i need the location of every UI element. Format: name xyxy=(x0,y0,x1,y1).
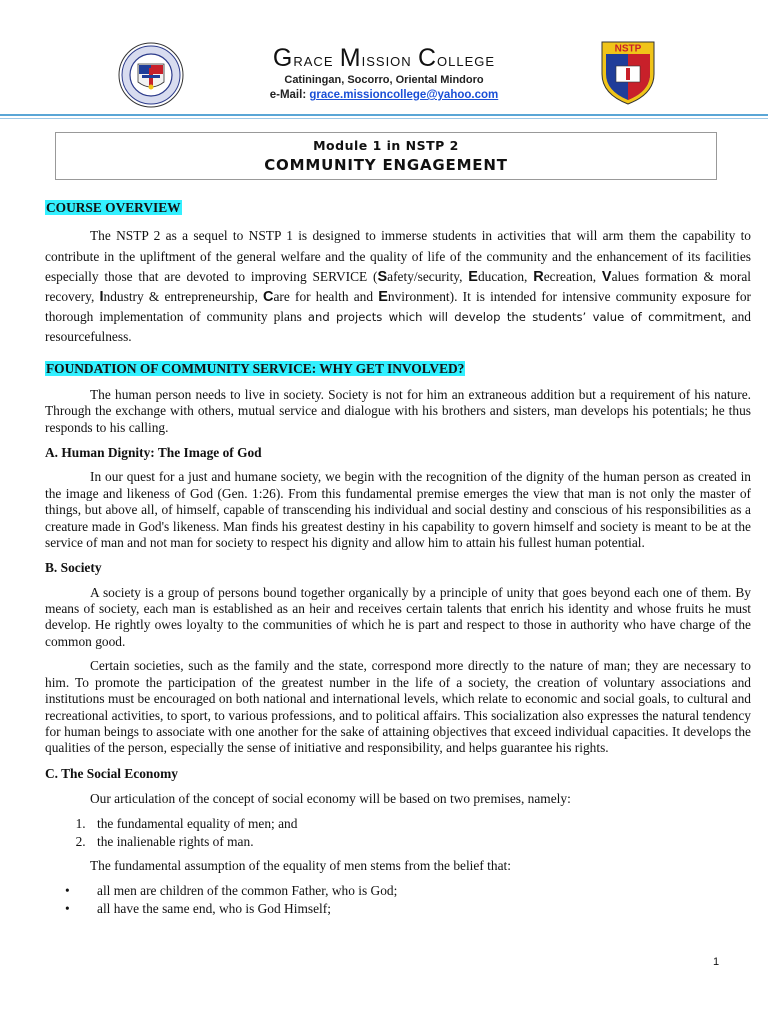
module-title: Module 1 in NSTP 2 xyxy=(313,138,459,153)
beliefs-list xyxy=(45,882,751,917)
page-number: 1 xyxy=(713,956,720,968)
header-rule-secondary xyxy=(0,118,768,119)
college-name: Grace Mission College xyxy=(272,44,496,72)
foundation-heading: FOUNDATION OF COMMUNITY SERVICE: WHY GET INVOLVED? xyxy=(46,360,465,376)
document-body xyxy=(45,199,751,917)
list-item: • all men are children of the common Father, who is God; xyxy=(89,882,751,899)
college-address: Catiningan, Socorro, Oriental Mindoro xyxy=(284,74,484,86)
header-rule-primary xyxy=(0,114,768,116)
module-title-box xyxy=(55,132,717,180)
section-c-heading: C. The Social Economy xyxy=(45,765,178,781)
course-overview-heading: COURSE OVERVIEW xyxy=(46,200,181,215)
section-a-heading: A. Human Dignity: The Image of God xyxy=(45,445,262,461)
foundation-paragraph: The human person needs to live in society. Society is not for him an extraneous addition but a requirement of his nature. Through the exchange with others, mutual service and dialogue with his brothers and sisters, man develops his potentials; he thus responds to his calling. xyxy=(45,386,751,435)
section-b-paragraph-1: A society is a group of persons bound together organically by a principle of unity that goes beyond each one of them. By means of society, each man is established as an heir and receives certain talents that enrich his identity and whose fruits he must develop. He rightly owes loyalty to the communities of which he is part and respect to those in authority who have charge of the common good. xyxy=(45,584,751,649)
premises-list xyxy=(45,815,751,850)
email-link[interactable]: grace.missioncollege@yahoo.com xyxy=(309,89,499,101)
list-item: • all have the same end, who is God Himself; xyxy=(89,900,751,917)
list-item: 1. the fundamental equality of men; and xyxy=(89,815,751,832)
nstp-logo-text: NSTP xyxy=(614,43,642,55)
nstp-shield-logo xyxy=(598,38,658,106)
section-a-paragraph: In our quest for a just and humane society, we begin with the recognition of the dignity of the human person as created in the image and likeness of God (Gen. 1:26). From this fundamental premise emerges the view that man is not only the master of things, but above all, of himself, capable of transcending his individual and social destiny and conscious of his responsibilities as a creature made in God's likeness. Man finds his greatest destiny in his capability to govern himself and society is meant to be at the service of man and not man for society to respect his dignity and allow him to attain his fullest human potential. xyxy=(45,469,751,550)
document-header xyxy=(0,0,768,118)
list-item: 2. the inalienable rights of man. xyxy=(89,833,751,850)
section-b-heading: B. Society xyxy=(45,560,102,576)
section-c-assumption: The fundamental assumption of the equality of men stems from the belief that: xyxy=(90,857,511,873)
email-label: e-Mail: xyxy=(269,89,310,101)
section-c-intro: Our articulation of the concept of social economy will be based on two premises, namely: xyxy=(90,791,571,807)
section-b-paragraph-2: Certain societies, such as the family and the state, correspond more directly to the nature of man; they are necessary to him. To promote the participation of the greatest number in the life of a society, the creation of voluntary associations and institutions must be encouraged on both national and international levels, which relate to economic and social goals, to cultural and recreational activities, to sport, to various professions, and to political affairs. This socialization also expresses the natural tendency for human beings to associate with one another for the sake of attaining objectives that exceed individual capacities. It develops the qualities of the person, especially the sense of initiative and responsibility, and helps guarantee his rights. xyxy=(45,658,751,756)
module-subtitle: COMMUNITY ENGAGEMENT xyxy=(264,156,508,174)
course-overview-paragraph: The NSTP 2 as a sequel to NSTP 1 is designed to immerse students in activities that will arm them the capability to contribute in the upliftment of the general welfare and the quality of life of the community and the enhancement of its facilities especially those that are devoted to improving SERVICE (Safety/security, Education, Recreation, Values formation & moral recovery, Industry & entrepreneurship, Care for health and Environment). It is intended for intensive community exposure for thorough implementation of community plans and projects which will develop the students’ value of commitment, and resourcefulness. xyxy=(45,228,752,345)
